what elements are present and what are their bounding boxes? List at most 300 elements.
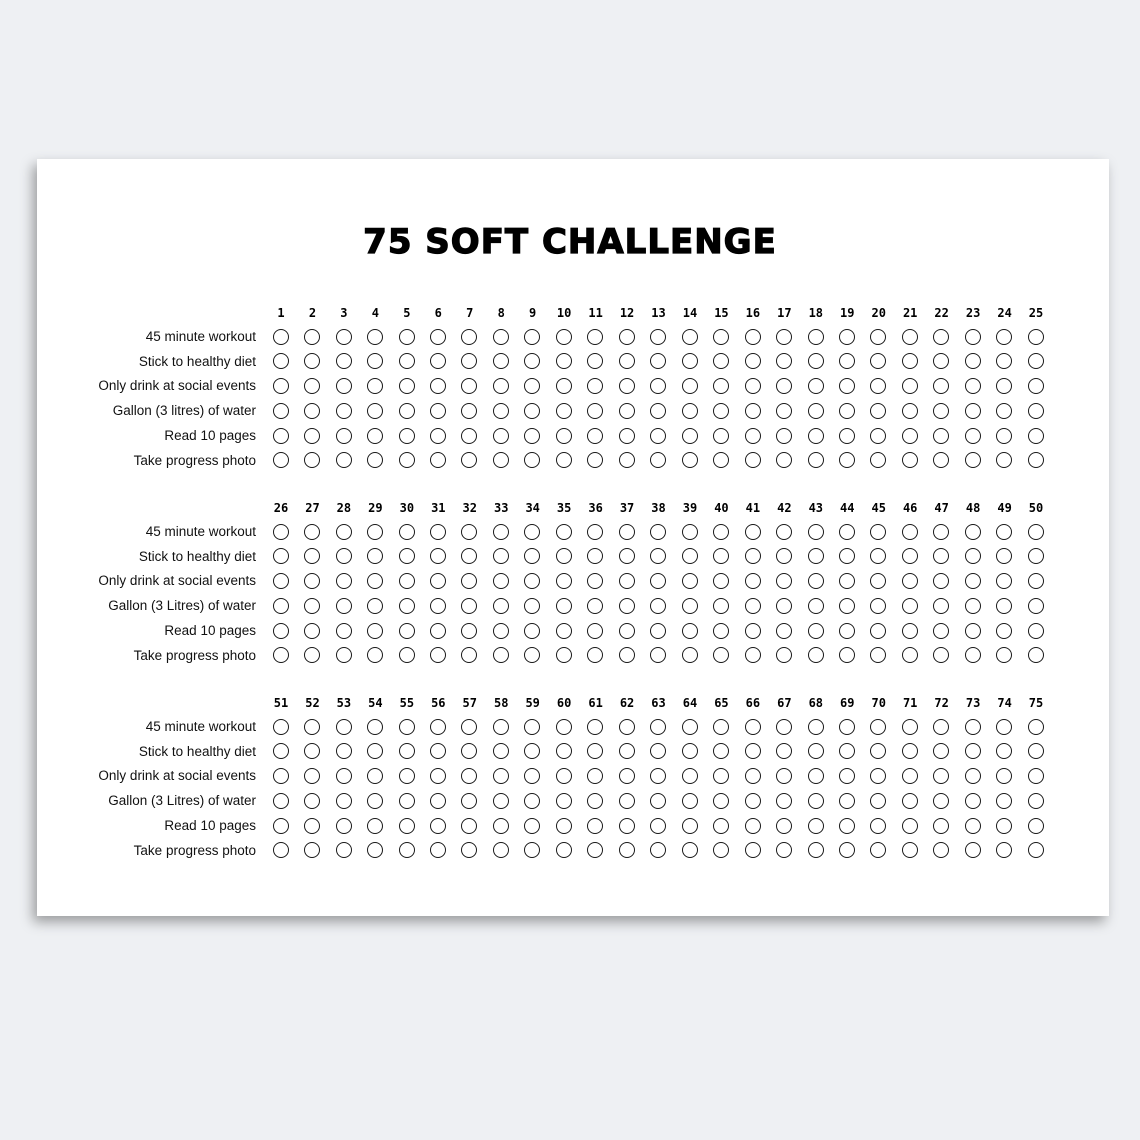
day-checkbox[interactable]: [587, 842, 603, 858]
day-checkbox[interactable]: [776, 743, 792, 759]
day-checkbox[interactable]: [524, 524, 540, 540]
day-checkbox[interactable]: [273, 719, 289, 735]
day-checkbox[interactable]: [902, 353, 918, 369]
day-checkbox[interactable]: [619, 524, 635, 540]
day-checkbox[interactable]: [273, 743, 289, 759]
day-checkbox[interactable]: [273, 403, 289, 419]
day-checkbox[interactable]: [367, 548, 383, 564]
day-checkbox[interactable]: [493, 719, 509, 735]
day-checkbox[interactable]: [745, 428, 761, 444]
day-checkbox[interactable]: [650, 329, 666, 345]
day-checkbox[interactable]: [933, 768, 949, 784]
day-checkbox[interactable]: [273, 329, 289, 345]
day-checkbox[interactable]: [808, 524, 824, 540]
day-checkbox[interactable]: [556, 623, 572, 639]
day-checkbox[interactable]: [965, 598, 981, 614]
day-checkbox[interactable]: [430, 793, 446, 809]
day-checkbox[interactable]: [682, 818, 698, 834]
day-checkbox[interactable]: [839, 353, 855, 369]
day-checkbox[interactable]: [367, 573, 383, 589]
day-checkbox[interactable]: [933, 623, 949, 639]
day-checkbox[interactable]: [430, 719, 446, 735]
day-checkbox[interactable]: [461, 548, 477, 564]
day-checkbox[interactable]: [839, 378, 855, 394]
day-checkbox[interactable]: [965, 647, 981, 663]
day-checkbox[interactable]: [556, 452, 572, 468]
day-checkbox[interactable]: [996, 719, 1012, 735]
day-checkbox[interactable]: [902, 623, 918, 639]
day-checkbox[interactable]: [933, 573, 949, 589]
day-checkbox[interactable]: [273, 768, 289, 784]
day-checkbox[interactable]: [650, 428, 666, 444]
day-checkbox[interactable]: [336, 623, 352, 639]
day-checkbox[interactable]: [870, 378, 886, 394]
day-checkbox[interactable]: [870, 329, 886, 345]
day-checkbox[interactable]: [273, 548, 289, 564]
day-checkbox[interactable]: [493, 403, 509, 419]
day-checkbox[interactable]: [430, 598, 446, 614]
day-checkbox[interactable]: [745, 647, 761, 663]
day-checkbox[interactable]: [1028, 768, 1044, 784]
day-checkbox[interactable]: [304, 548, 320, 564]
day-checkbox[interactable]: [1028, 403, 1044, 419]
day-checkbox[interactable]: [430, 452, 446, 468]
day-checkbox[interactable]: [336, 719, 352, 735]
day-checkbox[interactable]: [493, 743, 509, 759]
day-checkbox[interactable]: [304, 353, 320, 369]
day-checkbox[interactable]: [367, 647, 383, 663]
day-checkbox[interactable]: [870, 768, 886, 784]
day-checkbox[interactable]: [493, 647, 509, 663]
day-checkbox[interactable]: [304, 768, 320, 784]
day-checkbox[interactable]: [650, 623, 666, 639]
day-checkbox[interactable]: [776, 647, 792, 663]
day-checkbox[interactable]: [745, 743, 761, 759]
day-checkbox[interactable]: [619, 403, 635, 419]
day-checkbox[interactable]: [870, 743, 886, 759]
day-checkbox[interactable]: [996, 623, 1012, 639]
day-checkbox[interactable]: [399, 524, 415, 540]
day-checkbox[interactable]: [933, 598, 949, 614]
day-checkbox[interactable]: [965, 329, 981, 345]
day-checkbox[interactable]: [430, 353, 446, 369]
day-checkbox[interactable]: [965, 548, 981, 564]
day-checkbox[interactable]: [839, 818, 855, 834]
day-checkbox[interactable]: [524, 743, 540, 759]
day-checkbox[interactable]: [304, 743, 320, 759]
day-checkbox[interactable]: [839, 793, 855, 809]
day-checkbox[interactable]: [367, 329, 383, 345]
day-checkbox[interactable]: [745, 719, 761, 735]
day-checkbox[interactable]: [839, 743, 855, 759]
day-checkbox[interactable]: [745, 524, 761, 540]
day-checkbox[interactable]: [336, 524, 352, 540]
day-checkbox[interactable]: [965, 403, 981, 419]
day-checkbox[interactable]: [870, 719, 886, 735]
day-checkbox[interactable]: [1028, 378, 1044, 394]
day-checkbox[interactable]: [273, 793, 289, 809]
day-checkbox[interactable]: [808, 719, 824, 735]
day-checkbox[interactable]: [493, 524, 509, 540]
day-checkbox[interactable]: [556, 428, 572, 444]
day-checkbox[interactable]: [304, 573, 320, 589]
day-checkbox[interactable]: [965, 452, 981, 468]
day-checkbox[interactable]: [996, 647, 1012, 663]
day-checkbox[interactable]: [902, 452, 918, 468]
day-checkbox[interactable]: [713, 623, 729, 639]
day-checkbox[interactable]: [587, 743, 603, 759]
day-checkbox[interactable]: [713, 452, 729, 468]
day-checkbox[interactable]: [493, 842, 509, 858]
day-checkbox[interactable]: [556, 818, 572, 834]
day-checkbox[interactable]: [1028, 452, 1044, 468]
day-checkbox[interactable]: [430, 329, 446, 345]
day-checkbox[interactable]: [650, 378, 666, 394]
day-checkbox[interactable]: [713, 403, 729, 419]
day-checkbox[interactable]: [713, 598, 729, 614]
day-checkbox[interactable]: [273, 598, 289, 614]
day-checkbox[interactable]: [587, 623, 603, 639]
day-checkbox[interactable]: [870, 428, 886, 444]
day-checkbox[interactable]: [556, 329, 572, 345]
day-checkbox[interactable]: [619, 818, 635, 834]
day-checkbox[interactable]: [587, 647, 603, 663]
day-checkbox[interactable]: [461, 378, 477, 394]
day-checkbox[interactable]: [713, 428, 729, 444]
day-checkbox[interactable]: [682, 647, 698, 663]
day-checkbox[interactable]: [524, 818, 540, 834]
day-checkbox[interactable]: [399, 353, 415, 369]
day-checkbox[interactable]: [304, 524, 320, 540]
day-checkbox[interactable]: [556, 598, 572, 614]
day-checkbox[interactable]: [461, 842, 477, 858]
day-checkbox[interactable]: [619, 329, 635, 345]
day-checkbox[interactable]: [367, 743, 383, 759]
day-checkbox[interactable]: [902, 768, 918, 784]
day-checkbox[interactable]: [933, 428, 949, 444]
day-checkbox[interactable]: [430, 403, 446, 419]
day-checkbox[interactable]: [650, 818, 666, 834]
day-checkbox[interactable]: [619, 573, 635, 589]
day-checkbox[interactable]: [965, 353, 981, 369]
day-checkbox[interactable]: [304, 329, 320, 345]
day-checkbox[interactable]: [808, 378, 824, 394]
day-checkbox[interactable]: [996, 818, 1012, 834]
day-checkbox[interactable]: [273, 573, 289, 589]
day-checkbox[interactable]: [336, 768, 352, 784]
day-checkbox[interactable]: [933, 793, 949, 809]
day-checkbox[interactable]: [493, 623, 509, 639]
day-checkbox[interactable]: [682, 768, 698, 784]
day-checkbox[interactable]: [902, 428, 918, 444]
day-checkbox[interactable]: [430, 743, 446, 759]
day-checkbox[interactable]: [870, 793, 886, 809]
day-checkbox[interactable]: [996, 378, 1012, 394]
day-checkbox[interactable]: [273, 842, 289, 858]
day-checkbox[interactable]: [682, 743, 698, 759]
day-checkbox[interactable]: [933, 524, 949, 540]
day-checkbox[interactable]: [1028, 428, 1044, 444]
day-checkbox[interactable]: [933, 818, 949, 834]
day-checkbox[interactable]: [1028, 524, 1044, 540]
day-checkbox[interactable]: [1028, 743, 1044, 759]
day-checkbox[interactable]: [556, 548, 572, 564]
day-checkbox[interactable]: [965, 719, 981, 735]
day-checkbox[interactable]: [556, 768, 572, 784]
day-checkbox[interactable]: [650, 573, 666, 589]
day-checkbox[interactable]: [461, 743, 477, 759]
day-checkbox[interactable]: [461, 353, 477, 369]
day-checkbox[interactable]: [870, 647, 886, 663]
day-checkbox[interactable]: [493, 378, 509, 394]
day-checkbox[interactable]: [336, 842, 352, 858]
day-checkbox[interactable]: [745, 793, 761, 809]
day-checkbox[interactable]: [493, 452, 509, 468]
day-checkbox[interactable]: [745, 548, 761, 564]
day-checkbox[interactable]: [713, 378, 729, 394]
day-checkbox[interactable]: [776, 353, 792, 369]
day-checkbox[interactable]: [713, 524, 729, 540]
day-checkbox[interactable]: [996, 329, 1012, 345]
day-checkbox[interactable]: [493, 329, 509, 345]
day-checkbox[interactable]: [367, 842, 383, 858]
day-checkbox[interactable]: [682, 403, 698, 419]
day-checkbox[interactable]: [902, 743, 918, 759]
day-checkbox[interactable]: [524, 598, 540, 614]
day-checkbox[interactable]: [273, 428, 289, 444]
day-checkbox[interactable]: [776, 378, 792, 394]
day-checkbox[interactable]: [713, 818, 729, 834]
day-checkbox[interactable]: [745, 329, 761, 345]
day-checkbox[interactable]: [650, 452, 666, 468]
day-checkbox[interactable]: [808, 743, 824, 759]
day-checkbox[interactable]: [336, 452, 352, 468]
day-checkbox[interactable]: [587, 793, 603, 809]
day-checkbox[interactable]: [399, 842, 415, 858]
day-checkbox[interactable]: [776, 403, 792, 419]
day-checkbox[interactable]: [556, 353, 572, 369]
day-checkbox[interactable]: [399, 548, 415, 564]
day-checkbox[interactable]: [336, 329, 352, 345]
day-checkbox[interactable]: [461, 452, 477, 468]
day-checkbox[interactable]: [682, 378, 698, 394]
day-checkbox[interactable]: [619, 743, 635, 759]
day-checkbox[interactable]: [933, 743, 949, 759]
day-checkbox[interactable]: [493, 353, 509, 369]
day-checkbox[interactable]: [461, 818, 477, 834]
day-checkbox[interactable]: [808, 573, 824, 589]
day-checkbox[interactable]: [870, 452, 886, 468]
day-checkbox[interactable]: [619, 598, 635, 614]
day-checkbox[interactable]: [745, 353, 761, 369]
day-checkbox[interactable]: [808, 768, 824, 784]
day-checkbox[interactable]: [556, 743, 572, 759]
day-checkbox[interactable]: [524, 573, 540, 589]
day-checkbox[interactable]: [682, 573, 698, 589]
day-checkbox[interactable]: [304, 719, 320, 735]
day-checkbox[interactable]: [399, 452, 415, 468]
day-checkbox[interactable]: [430, 428, 446, 444]
day-checkbox[interactable]: [399, 647, 415, 663]
day-checkbox[interactable]: [870, 623, 886, 639]
day-checkbox[interactable]: [745, 768, 761, 784]
day-checkbox[interactable]: [304, 623, 320, 639]
day-checkbox[interactable]: [524, 452, 540, 468]
day-checkbox[interactable]: [682, 428, 698, 444]
day-checkbox[interactable]: [461, 623, 477, 639]
day-checkbox[interactable]: [273, 378, 289, 394]
day-checkbox[interactable]: [587, 818, 603, 834]
day-checkbox[interactable]: [902, 818, 918, 834]
day-checkbox[interactable]: [650, 647, 666, 663]
day-checkbox[interactable]: [619, 428, 635, 444]
day-checkbox[interactable]: [776, 548, 792, 564]
day-checkbox[interactable]: [367, 353, 383, 369]
day-checkbox[interactable]: [273, 524, 289, 540]
day-checkbox[interactable]: [1028, 329, 1044, 345]
day-checkbox[interactable]: [619, 842, 635, 858]
day-checkbox[interactable]: [996, 428, 1012, 444]
day-checkbox[interactable]: [367, 623, 383, 639]
day-checkbox[interactable]: [650, 524, 666, 540]
day-checkbox[interactable]: [399, 743, 415, 759]
day-checkbox[interactable]: [399, 719, 415, 735]
day-checkbox[interactable]: [399, 793, 415, 809]
day-checkbox[interactable]: [336, 793, 352, 809]
day-checkbox[interactable]: [556, 793, 572, 809]
day-checkbox[interactable]: [965, 428, 981, 444]
day-checkbox[interactable]: [556, 719, 572, 735]
day-checkbox[interactable]: [776, 818, 792, 834]
day-checkbox[interactable]: [619, 647, 635, 663]
day-checkbox[interactable]: [1028, 623, 1044, 639]
day-checkbox[interactable]: [839, 524, 855, 540]
day-checkbox[interactable]: [619, 793, 635, 809]
day-checkbox[interactable]: [870, 573, 886, 589]
day-checkbox[interactable]: [839, 623, 855, 639]
day-checkbox[interactable]: [304, 818, 320, 834]
day-checkbox[interactable]: [587, 428, 603, 444]
day-checkbox[interactable]: [745, 378, 761, 394]
day-checkbox[interactable]: [902, 403, 918, 419]
day-checkbox[interactable]: [965, 524, 981, 540]
day-checkbox[interactable]: [839, 452, 855, 468]
day-checkbox[interactable]: [493, 818, 509, 834]
day-checkbox[interactable]: [587, 378, 603, 394]
day-checkbox[interactable]: [965, 378, 981, 394]
day-checkbox[interactable]: [902, 719, 918, 735]
day-checkbox[interactable]: [273, 818, 289, 834]
day-checkbox[interactable]: [776, 329, 792, 345]
day-checkbox[interactable]: [776, 524, 792, 540]
day-checkbox[interactable]: [304, 793, 320, 809]
day-checkbox[interactable]: [933, 548, 949, 564]
day-checkbox[interactable]: [996, 743, 1012, 759]
day-checkbox[interactable]: [870, 524, 886, 540]
day-checkbox[interactable]: [367, 818, 383, 834]
day-checkbox[interactable]: [1028, 818, 1044, 834]
day-checkbox[interactable]: [1028, 793, 1044, 809]
day-checkbox[interactable]: [808, 623, 824, 639]
day-checkbox[interactable]: [619, 353, 635, 369]
day-checkbox[interactable]: [273, 353, 289, 369]
day-checkbox[interactable]: [713, 548, 729, 564]
day-checkbox[interactable]: [587, 548, 603, 564]
day-checkbox[interactable]: [430, 768, 446, 784]
day-checkbox[interactable]: [839, 329, 855, 345]
day-checkbox[interactable]: [273, 452, 289, 468]
day-checkbox[interactable]: [524, 768, 540, 784]
day-checkbox[interactable]: [619, 452, 635, 468]
day-checkbox[interactable]: [713, 573, 729, 589]
day-checkbox[interactable]: [682, 719, 698, 735]
day-checkbox[interactable]: [461, 329, 477, 345]
day-checkbox[interactable]: [870, 842, 886, 858]
day-checkbox[interactable]: [839, 428, 855, 444]
day-checkbox[interactable]: [619, 768, 635, 784]
day-checkbox[interactable]: [713, 842, 729, 858]
day-checkbox[interactable]: [336, 818, 352, 834]
day-checkbox[interactable]: [336, 598, 352, 614]
day-checkbox[interactable]: [273, 647, 289, 663]
day-checkbox[interactable]: [304, 428, 320, 444]
day-checkbox[interactable]: [745, 818, 761, 834]
day-checkbox[interactable]: [493, 768, 509, 784]
day-checkbox[interactable]: [933, 452, 949, 468]
day-checkbox[interactable]: [430, 647, 446, 663]
day-checkbox[interactable]: [587, 719, 603, 735]
day-checkbox[interactable]: [336, 428, 352, 444]
day-checkbox[interactable]: [745, 403, 761, 419]
day-checkbox[interactable]: [619, 623, 635, 639]
day-checkbox[interactable]: [682, 623, 698, 639]
day-checkbox[interactable]: [713, 793, 729, 809]
day-checkbox[interactable]: [808, 329, 824, 345]
day-checkbox[interactable]: [430, 573, 446, 589]
day-checkbox[interactable]: [965, 573, 981, 589]
day-checkbox[interactable]: [556, 573, 572, 589]
day-checkbox[interactable]: [336, 743, 352, 759]
day-checkbox[interactable]: [587, 353, 603, 369]
day-checkbox[interactable]: [839, 768, 855, 784]
day-checkbox[interactable]: [996, 548, 1012, 564]
day-checkbox[interactable]: [650, 548, 666, 564]
day-checkbox[interactable]: [808, 818, 824, 834]
day-checkbox[interactable]: [682, 353, 698, 369]
day-checkbox[interactable]: [650, 403, 666, 419]
day-checkbox[interactable]: [399, 428, 415, 444]
day-checkbox[interactable]: [524, 353, 540, 369]
day-checkbox[interactable]: [902, 598, 918, 614]
day-checkbox[interactable]: [587, 329, 603, 345]
day-checkbox[interactable]: [430, 818, 446, 834]
day-checkbox[interactable]: [524, 548, 540, 564]
day-checkbox[interactable]: [650, 719, 666, 735]
day-checkbox[interactable]: [399, 329, 415, 345]
day-checkbox[interactable]: [336, 403, 352, 419]
day-checkbox[interactable]: [965, 842, 981, 858]
day-checkbox[interactable]: [745, 573, 761, 589]
day-checkbox[interactable]: [461, 647, 477, 663]
day-checkbox[interactable]: [493, 428, 509, 444]
day-checkbox[interactable]: [430, 842, 446, 858]
day-checkbox[interactable]: [336, 353, 352, 369]
day-checkbox[interactable]: [808, 842, 824, 858]
day-checkbox[interactable]: [682, 793, 698, 809]
day-checkbox[interactable]: [367, 793, 383, 809]
day-checkbox[interactable]: [399, 573, 415, 589]
day-checkbox[interactable]: [776, 719, 792, 735]
